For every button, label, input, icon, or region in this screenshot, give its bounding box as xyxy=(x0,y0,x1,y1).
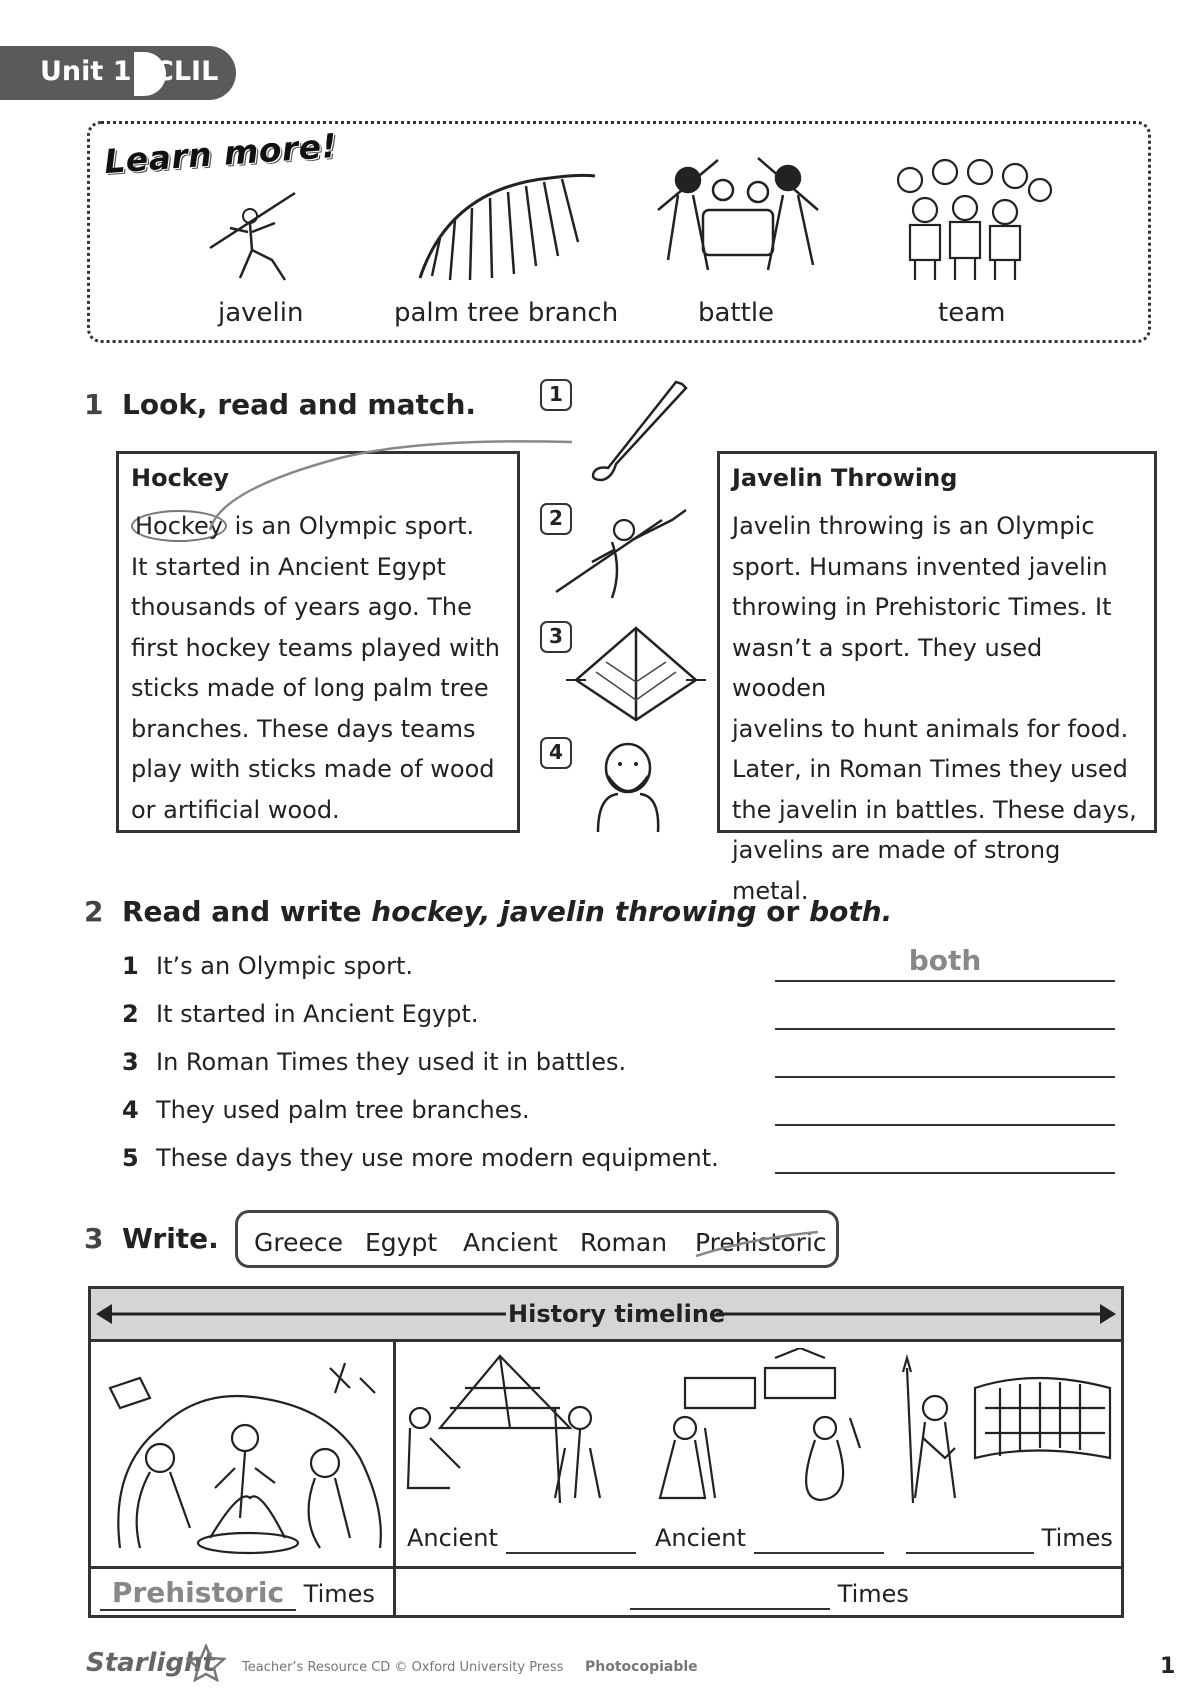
photocopiable-text: Photocopiable xyxy=(585,1659,698,1675)
exercise-3-instruction: Write. xyxy=(122,1222,219,1255)
item-text: They used palm tree branches. xyxy=(156,1096,530,1124)
hockey-box-title: Hockey xyxy=(131,464,230,492)
hockey-line-8: or artificial wood. xyxy=(131,795,340,824)
javelin-line-2: sport. Humans invented javelin xyxy=(732,552,1108,581)
timeline-bottom-times-label xyxy=(630,1580,909,1610)
hockey-line-5: sticks made of long palm tree xyxy=(131,674,489,702)
javelin-line-5: javelins to hunt animals for food. xyxy=(732,714,1129,743)
item-number: 1 xyxy=(122,952,139,980)
ancient-egypt-scene-picture xyxy=(400,1348,630,1508)
picture-number-3: 3 xyxy=(540,621,572,653)
hockey-line-1: is an Olympic sport. xyxy=(226,512,475,540)
ex2-item-1 xyxy=(122,952,413,980)
timeline-ancient-label-1 xyxy=(407,1524,636,1554)
javelin-line-7: the javelin in battles. These days, xyxy=(732,795,1137,824)
answer-line-3[interactable] xyxy=(775,1040,1115,1078)
word-bank-ancient: Ancient xyxy=(463,1228,558,1257)
javelin-thrower-picture xyxy=(200,188,320,288)
timeline-ancient-label-2 xyxy=(655,1524,884,1554)
ex2-item-3 xyxy=(122,1048,626,1076)
ex2-instr-italic-1: hockey, javelin throwing xyxy=(371,895,757,928)
ex2-item-2 xyxy=(122,1000,479,1028)
picture-number-2: 2 xyxy=(540,503,572,535)
section-label: CLIL xyxy=(154,56,219,87)
circled-word: Hockey xyxy=(131,510,227,542)
blank-line[interactable] xyxy=(754,1524,884,1554)
javelin-athlete-picture xyxy=(552,500,712,600)
page-number: 1 xyxy=(1160,1654,1176,1679)
times-word: Times xyxy=(837,1580,909,1608)
exercise-1-number: 1 xyxy=(84,388,104,421)
javelin-box-title: Javelin Throwing xyxy=(732,464,958,492)
item-number: 5 xyxy=(122,1144,139,1172)
answer-line-5[interactable] xyxy=(775,1136,1115,1174)
palm-branch-picture xyxy=(410,168,600,288)
hockey-line-6: branches. These days teams xyxy=(131,714,476,743)
exercise-2-number: 2 xyxy=(84,895,104,928)
ex2-instr-plain: Read and write xyxy=(122,895,372,928)
javelin-line-8: javelins are made of strong metal. xyxy=(732,836,1061,905)
learn-word-battle: battle xyxy=(698,298,775,328)
learn-word-team: team xyxy=(938,298,1006,328)
timeline-prehistoric-label xyxy=(100,1576,375,1611)
learn-word-javelin: javelin xyxy=(218,298,304,328)
exercise-3-number: 3 xyxy=(84,1222,104,1255)
item-text: These days they use more modern equipment. xyxy=(156,1144,719,1172)
ex2-item-5 xyxy=(122,1144,719,1172)
hockey-line-4: first hockey teams played with xyxy=(131,633,501,662)
prehistoric-answer[interactable]: Prehistoric xyxy=(100,1576,296,1611)
picture-number-4: 4 xyxy=(540,737,572,769)
javelin-line-1: Javelin throwing is an Olympic xyxy=(732,512,1095,540)
copyright-text: Teacher’s Resource CD © Oxford University Press xyxy=(242,1660,564,1675)
star-icon xyxy=(186,1644,226,1682)
hockey-line-7: play with sticks made of wood xyxy=(131,755,495,783)
picture-number-1: 1 xyxy=(540,379,572,411)
javelin-box-body xyxy=(732,506,1142,911)
prehistoric-scene-picture xyxy=(100,1348,390,1558)
timeline-title: History timeline xyxy=(508,1300,726,1328)
javelin-line-3: throwing in Prehistoric Times. It xyxy=(732,593,1112,621)
word-bank-roman: Roman xyxy=(580,1228,668,1257)
exercise-2-instruction xyxy=(122,895,892,928)
times-word: Times xyxy=(303,1580,375,1608)
team-picture xyxy=(880,150,1060,285)
item-text: It started in Ancient Egypt. xyxy=(156,1000,479,1028)
times-word: Times xyxy=(1041,1524,1113,1552)
ancient-word: Ancient xyxy=(407,1524,498,1552)
learn-more-title: Learn more! xyxy=(102,125,339,182)
word-bank-egypt: Egypt xyxy=(365,1228,438,1257)
timeline-times-label-3 xyxy=(906,1524,1113,1554)
pyramid-picture xyxy=(566,622,706,722)
ex2-instr-or: or xyxy=(756,895,810,928)
javelin-line-4: wasn’t a sport. They used wooden xyxy=(732,633,1043,702)
ex2-item-4 xyxy=(122,1096,530,1124)
timeline-divider-horizontal xyxy=(91,1566,1121,1569)
word-bank-greece: Greece xyxy=(254,1228,343,1257)
item-text: In Roman Times they used it in battles. xyxy=(156,1048,627,1076)
ancient-word: Ancient xyxy=(655,1524,746,1552)
starlight-logo: Starlight xyxy=(86,1648,215,1678)
word-bank-prehistoric: Prehistoric xyxy=(695,1228,827,1257)
javelin-text-box xyxy=(717,451,1157,905)
hockey-line-3: thousands of years ago. The xyxy=(131,593,472,621)
javelin-line-6: Later, in Roman Times they used xyxy=(732,755,1128,783)
item-number: 3 xyxy=(122,1048,139,1076)
timeline-divider-vertical xyxy=(393,1342,396,1618)
hockey-stick-picture xyxy=(586,378,696,488)
ancient-greece-scene-picture xyxy=(645,1348,875,1508)
item-number: 4 xyxy=(122,1096,139,1124)
battle-picture xyxy=(648,150,828,280)
answer-line-2[interactable] xyxy=(775,992,1115,1030)
caveman-picture xyxy=(578,736,688,836)
example-match-line xyxy=(120,430,580,540)
learn-word-palm-tree-branch: palm tree branch xyxy=(394,298,619,328)
hockey-box-body xyxy=(131,506,505,830)
blank-line[interactable] xyxy=(630,1580,830,1610)
unit-label: Unit 1 xyxy=(40,56,132,87)
hockey-line-2: It started in Ancient Egypt xyxy=(131,552,446,581)
item-number: 2 xyxy=(122,1000,139,1028)
ex2-instr-italic-2: both. xyxy=(809,895,893,928)
answer-line-1[interactable] xyxy=(775,944,1115,982)
blank-line[interactable] xyxy=(506,1524,636,1554)
blank-line[interactable] xyxy=(906,1524,1034,1554)
exercise-1-instruction: Look, read and match. xyxy=(122,388,477,421)
answer-text: both xyxy=(908,944,982,977)
ancient-rome-scene-picture xyxy=(885,1348,1115,1508)
item-text: It’s an Olympic sport. xyxy=(156,952,413,980)
strikethrough-mark xyxy=(692,1228,822,1262)
answer-line-4[interactable] xyxy=(775,1088,1115,1126)
